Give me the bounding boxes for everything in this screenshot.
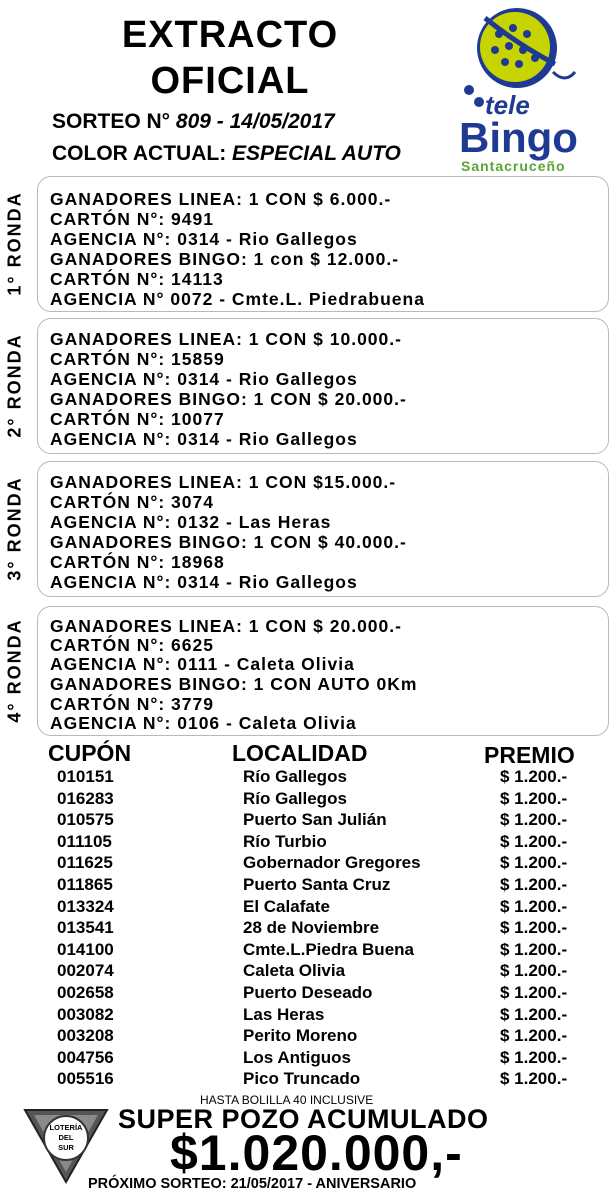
ronda-2-line-1: GANADORES LINEA: 1 CON $ 10.000.- — [50, 329, 402, 349]
ronda-3-line-5: CARTÓN N°: 18968 — [50, 552, 225, 572]
table-row: 010575 Puerto San Julián $ 1.200.- — [57, 810, 568, 830]
ronda-4-line-3: AGENCIA N°: 0111 - Caleta Olivia — [50, 654, 355, 674]
table-row: 003208 Perito Moreno $ 1.200.- — [57, 1026, 568, 1046]
ronda-2-line-2: CARTÓN N°: 15859 — [50, 349, 225, 369]
sorteo-label: SORTEO N° — [52, 110, 171, 133]
ronda-3-line-1: GANADORES LINEA: 1 CON $15.000.- — [50, 472, 397, 492]
ronda-1-line-2: CARTÓN N°: 9491 — [50, 209, 214, 229]
logo-bingo: Bingo — [459, 114, 578, 161]
ronda-4-line-5: CARTÓN N°: 3779 — [50, 694, 214, 714]
super-pozo-title: SUPER POZO ACUMULADO — [118, 1104, 489, 1134]
table-row: 002074 Caleta Olivia $ 1.200.- — [57, 961, 568, 981]
ronda-1-label: 1° RONDA — [4, 190, 25, 296]
table-row: 005516 Pico Truncado $ 1.200.- — [57, 1069, 568, 1089]
table-row: 003082 Las Heras $ 1.200.- — [57, 1004, 568, 1024]
ronda-2-box — [37, 318, 609, 454]
ronda-3-label: 3° RONDA — [4, 475, 25, 581]
tele-bingo-logo — [455, 4, 610, 174]
table-row: 011865 Puerto Santa Cruz $ 1.200.- — [57, 875, 568, 894]
table-row: 010151 Río Gallegos $ 1.200.- — [57, 767, 568, 786]
color-info — [52, 142, 401, 166]
table-row: 013324 El Calafate $ 1.200.- — [57, 896, 568, 916]
loteria-triangle-icon — [22, 1106, 110, 1186]
ronda-2-line-3: AGENCIA N°: 0314 - Rio Gallegos — [50, 369, 358, 389]
ronda-4-label: 4° RONDA — [4, 617, 25, 723]
color-label: COLOR ACTUAL: — [52, 142, 227, 165]
super-pozo-monto: $1.020.000,- — [170, 1125, 463, 1181]
ronda-3-line-4: GANADORES BINGO: 1 CON $ 40.000.- — [50, 532, 407, 552]
ronda-3-line-3: AGENCIA N°: 0132 - Las Heras — [50, 512, 332, 532]
title-line-1: EXTRACTO — [121, 14, 339, 56]
sorteo-value: 809 - 14/05/2017 — [175, 110, 335, 133]
ronda-1-line-1: GANADORES LINEA: 1 CON $ 6.000.- — [50, 189, 392, 209]
ronda-4-line-4: GANADORES BINGO: 1 CON AUTO 0Km — [50, 674, 418, 694]
table-row: 002658 Puerto Deseado $ 1.200.- — [57, 983, 568, 1002]
title-line-2: OFICIAL — [150, 60, 310, 102]
sorteo-info — [52, 110, 335, 134]
loteria-del-sur-logo — [22, 1106, 110, 1186]
table-row: 014100 Cmte.L.Piedra Buena $ 1.200.- — [57, 939, 568, 959]
table-row: 011105 Río Turbio $ 1.200.- — [57, 831, 568, 851]
svg-text:SUR: SUR — [58, 1143, 74, 1152]
table-row: 016283 Río Gallegos $ 1.200.- — [57, 788, 568, 808]
logo-tele: tele — [485, 90, 530, 120]
ronda-4-line-6: AGENCIA N°: 0106 - Caleta Olivia — [50, 713, 357, 733]
svg-text:DEL: DEL — [58, 1133, 74, 1142]
ronda-2-line-6: AGENCIA N°: 0314 - Rio Gallegos — [50, 429, 358, 449]
ronda-1-box — [37, 176, 609, 312]
logo-tagline: Santacruceño — [461, 158, 566, 174]
ronda-2-line-4: GANADORES BINGO: 1 CON $ 20.000.- — [50, 389, 407, 409]
ronda-3-line-2: CARTÓN N°: 3074 — [50, 492, 214, 512]
ronda-3-line-6: AGENCIA N°: 0314 - Rio Gallegos — [50, 572, 358, 592]
ronda-4-line-1: GANADORES LINEA: 1 CON $ 20.000.- — [50, 616, 402, 636]
header-cupon: CUPÓN — [48, 740, 132, 766]
table-row: 004756 Los Antiguos $ 1.200.- — [57, 1047, 568, 1067]
ronda-2-label: 2° RONDA — [4, 332, 25, 438]
header-localidad: LOCALIDAD — [232, 740, 368, 766]
ronda-2-line-5: CARTÓN N°: 10077 — [50, 409, 225, 429]
ronda-4-box — [37, 606, 609, 736]
ronda-3-box — [37, 461, 609, 597]
ronda-1-line-4: GANADORES BINGO: 1 con $ 12.000.- — [50, 249, 400, 269]
svg-text:LOTERÍA: LOTERÍA — [49, 1123, 83, 1132]
header-premio: PREMIO — [484, 742, 575, 768]
ronda-1-line-5: CARTÓN N°: 14113 — [50, 269, 224, 289]
proximo-sorteo: PRÓXIMO SORTEO: 21/05/2017 - ANIVERSARIO — [88, 1176, 417, 1192]
table-row: 011625 Gobernador Gregores $ 1.200.- — [57, 853, 568, 873]
hasta-bolilla: HASTA BOLILLA 40 INCLUSIVE — [200, 1093, 374, 1107]
ronda-1-line-3: AGENCIA N°: 0314 - Rio Gallegos — [50, 229, 358, 249]
table-row: 013541 28 de Noviembre $ 1.200.- — [57, 918, 568, 938]
color-value: ESPECIAL AUTO — [232, 142, 401, 165]
ronda-1-line-6: AGENCIA N° 0072 - Cmte.L. Piedrabuena — [50, 289, 425, 309]
bingo-ball-icon — [455, 4, 610, 174]
ronda-4-line-2: CARTÓN N°: 6625 — [50, 635, 214, 655]
cupones-table — [0, 767, 614, 1097]
